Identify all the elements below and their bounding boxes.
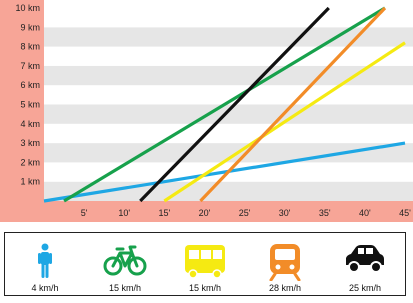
legend-label: 25 km/h [348, 283, 381, 293]
y-tick-label: 5 km [20, 99, 40, 110]
legend-item-bus [165, 233, 245, 295]
legend-item-bicycle [85, 233, 165, 295]
bicycle-icon [103, 243, 147, 277]
y-tick-label: 2 km [20, 157, 40, 168]
legend-label: 15 km/h [108, 283, 141, 293]
x-axis-band [44, 201, 413, 222]
legend-item-pedestrian [5, 233, 85, 295]
legend-item-train [245, 233, 325, 295]
car-icon [343, 243, 387, 275]
y-axis-band [0, 0, 44, 222]
grid-band [44, 105, 413, 124]
legend [4, 232, 406, 296]
x-tick-label: 45' [399, 208, 411, 218]
x-tick-label: 15' [158, 208, 171, 218]
x-tick-label: 5' [80, 208, 88, 218]
legend-item-car [325, 233, 405, 295]
bus-icon [183, 243, 227, 279]
x-tick-label: 20' [198, 208, 211, 218]
pedestrian-icon [31, 243, 59, 279]
x-tick-label: 30' [278, 208, 291, 218]
y-tick-label: 4 km [20, 118, 40, 129]
grid-band [44, 124, 413, 143]
legend-label: 4 km/h [31, 283, 59, 293]
train-icon [267, 243, 303, 281]
x-tick-label: 10' [118, 208, 131, 218]
y-tick-label: 3 km [20, 138, 40, 149]
y-tick-label: 1 km [20, 176, 40, 187]
x-tick-label: 35' [318, 208, 331, 218]
y-tick-label: 9 km [20, 22, 40, 33]
x-tick-label: 40' [359, 208, 371, 218]
legend-label: 15 km/h [188, 283, 221, 293]
grid-band [44, 47, 413, 66]
legend-label: 28 km/h [268, 283, 301, 293]
y-tick-label: 7 km [20, 60, 40, 71]
x-tick-label: 25' [238, 208, 251, 218]
y-tick-label: 6 km [20, 80, 40, 91]
y-tick-label: 8 km [20, 41, 40, 52]
y-tick-label: 10 km [15, 3, 40, 13]
